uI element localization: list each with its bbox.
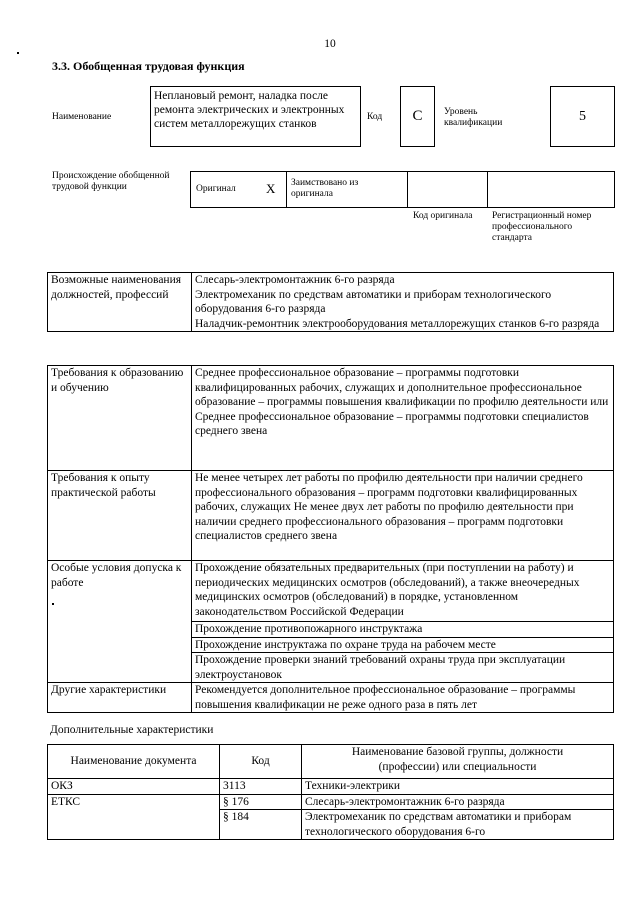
row-name: Техники-электрики <box>302 779 614 795</box>
borrowed-label: Заимствовано из оригинала <box>291 178 359 199</box>
code-value-box <box>400 86 435 147</box>
row-code: 3113 <box>220 779 302 795</box>
special-value-2: Прохождение противопожарного инструктажа <box>192 622 614 638</box>
additional-table <box>47 744 614 840</box>
original-code-caption: Код оригинала <box>413 211 473 221</box>
position-2: Электромеханик по средствам автоматики и приборам технологического оборудования 6-го разряда <box>195 288 552 315</box>
reg-number-caption: Регистрационный номер профессионального стандарта <box>492 211 592 243</box>
level-label: Уровень квалификации <box>444 107 503 128</box>
col-name-header: Наименование базовой группы, должности (профессии) или специальности <box>302 745 614 779</box>
position-3: Наладчик-ремонтник электрооборудования металлорежущих станков 6-го разряда <box>195 317 600 330</box>
origin-divider-3 <box>487 172 488 207</box>
education-value: Среднее профессиональное образование – программы подготовки квалифицированных рабочих, служащих и дополнительное профессиональное образование – программы повышения квалификации по профилю деятельности или Среднее профессиональное образование – программы подготовки специалистов среднего звена <box>192 366 614 471</box>
table-row <box>48 794 614 810</box>
row-name: Слесарь-электромонтажник 6-го разряда <box>302 794 614 810</box>
row-name: Электромеханик по средствам автоматики и приборам технологического оборудования 6-го <box>302 810 614 840</box>
level-value-box <box>550 86 615 147</box>
origin-divider-2 <box>407 172 408 207</box>
page-number: 10 <box>324 38 336 50</box>
education-label: Требования к образованию и обучению <box>48 366 192 471</box>
positions-values <box>192 273 614 332</box>
name-value-box <box>150 86 361 147</box>
col-doc-header: Наименование документа <box>48 745 220 779</box>
special-value-4: Прохождение проверки знаний требований охраны труда при эксплуатации электроустановок <box>192 653 614 683</box>
positions-label: Возможные наименования должностей, профессий <box>48 273 192 332</box>
row-doc: ОКЗ <box>48 779 220 795</box>
experience-label: Требования к опыту практической работы <box>48 471 192 561</box>
row-code: § 184 <box>220 810 302 840</box>
requirements-table <box>47 365 614 713</box>
special-value-3: Прохождение инструктажа по охране труда на рабочем месте <box>192 637 614 653</box>
origin-table <box>190 171 615 208</box>
additional-title: Дополнительные характеристики <box>50 724 214 736</box>
original-label: Оригинал <box>196 184 236 194</box>
other-value: Рекомендуется дополнительное профессиональное образование – программы повышения квалификации не реже одного раза в пять лет <box>192 683 614 713</box>
original-mark: Х <box>266 181 276 196</box>
scan-speck <box>52 603 54 605</box>
experience-value: Не менее четырех лет работы по профилю деятельности при наличии среднего профессионального образования – программ подготовки квалифицированных рабочих, служащих Не менее двух лет работы по профилю деятельности при наличии среднего профессионального образования – программ подготовки специалистов среднего звена <box>192 471 614 561</box>
level-value: 5 <box>579 109 586 124</box>
code-label: Код <box>367 112 383 122</box>
row-code: § 176 <box>220 794 302 810</box>
name-label: Наименование <box>52 112 112 122</box>
special-label: Особые условия допуска к работе <box>48 561 192 683</box>
row-doc: ЕТКС <box>48 794 220 840</box>
code-value: С <box>412 108 423 124</box>
origin-label: Происхождение обобщенной трудовой функции <box>52 171 170 192</box>
scan-speck <box>17 52 19 54</box>
special-value-1: Прохождение обязательных предварительных (при поступлении на работу) и периодических медицинских осмотров (обследований), а также внеочередных медицинских осмотров (обследований) в порядке, установленном законодательством Российской Федерации <box>192 561 614 622</box>
section-title: 3.3. Обобщенная трудовая функция <box>52 59 245 73</box>
name-value: Неплановый ремонт, наладка после ремонта электрических и электронных систем металлорежущих станков <box>154 90 345 130</box>
col-code-header: Код <box>220 745 302 779</box>
position-1: Слесарь-электромонтажник 6-го разряда <box>195 274 395 286</box>
positions-table <box>47 272 614 332</box>
other-label: Другие характеристики <box>48 683 192 713</box>
origin-divider-1 <box>286 172 287 207</box>
table-row <box>48 779 614 795</box>
